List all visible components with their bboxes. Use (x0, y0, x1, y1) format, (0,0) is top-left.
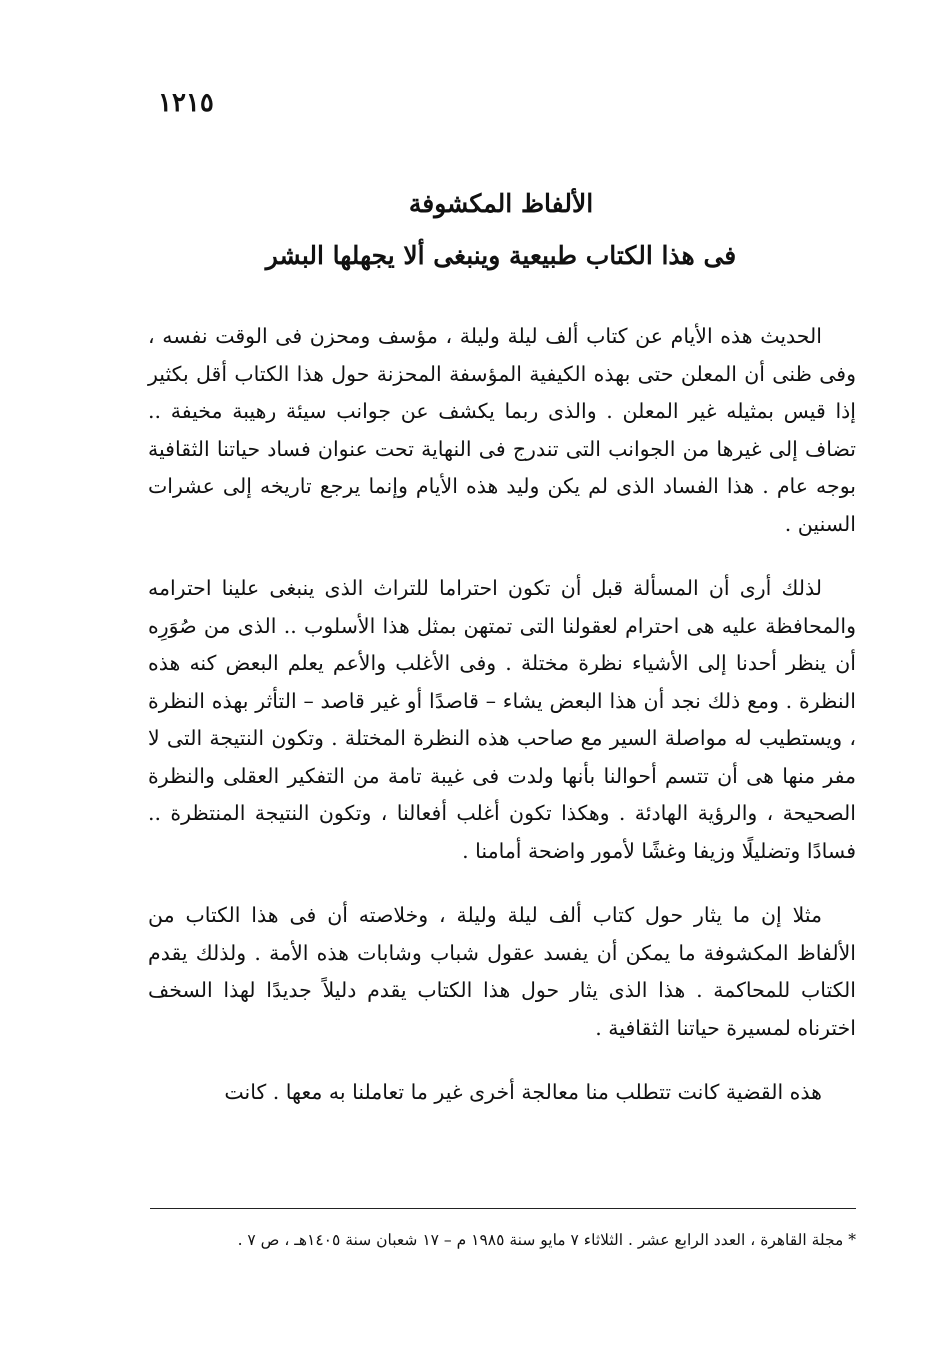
article-body (148, 318, 856, 1112)
title-line-2: فى هذا الكتاب طبيعية وينبغى ألا يجهلها البشر (265, 241, 737, 270)
paragraph-3: مثلا إن ما يثار حول كتاب ألف ليلة وليلة ، وخلاصته أن فى هذا الكتاب من الألفاظ المكشوفة ما يمكن أن يفسد عقول شباب وشابات هذه الأمة . ولذلك يقدم الكتاب للمحاكمة . هذا الذى يثار حول هذا الكتاب يقدم دليلاً جديدًا لهذا السخف اخترناه لمسيرة حياتنا الثقافية . (148, 903, 856, 1040)
title-line-1: الألفاظ المكشوفة (408, 189, 594, 218)
page-number: ١٢١٥ (158, 88, 214, 118)
paragraph-4: هذه القضية كانت تتطلب منا معالجة أخرى غير ما تعاملنا به معها . كانت (224, 1080, 822, 1104)
article-title (150, 178, 852, 282)
footnote-divider (150, 1208, 856, 1209)
paragraph-2: لذلك أرى أن المسألة قبل أن تكون احتراما للتراث الذى ينبغى علينا احترامه والمحافظة عليه هى احترام لعقولنا التى تمتهن بمثل هذا الأسلوب .. الذى من صُوَرِه أن ينظر أحدنا إلى الأشياء نظرة مختلة . وفى الأغلب والأعم يعلم البعض كنه هذه النظرة . ومع ذلك نجد أن هذا البعض يشاء – قاصدًا أو غير قاصد – التأثر بهذه النظرة ، ويستطيب له مواصلة السير مع صاحب هذه النظرة المختلة . وتكون النتيجة التى لا مفر منها هى أن تتسم أحوالنا بأنها ولدت فى غيبة تامة من التفكير العقلى والنظرة الصحيحة ، والرؤية الهادئة . وهكذا تكون أغلب أفعالنا ، وتكون النتيجة المنتظرة .. فسادًا وتضليلًا وزيفا وغشًا لأمور واضحة أمامنا . (148, 576, 856, 863)
footnote: * مجلة القاهرة ، العدد الرابع عشر . الثلاثاء ٧ مايو سنة ١٩٨٥ م – ١٧ شعبان سنة ١٤٠٥هـ ، ص ٧ . (237, 1231, 856, 1249)
paragraph-1: الحديث هذه الأيام عن كتاب ألف ليلة وليلة ، مؤسف ومحزن فى الوقت نفسه ، وفى ظنى أن المعلن حتى بهذه الكيفية المؤسفة المحزنة حول هذا الكتاب أقل بكثير إذا قيس بمثيله غير المعلن . والذى ربما يكشف عن جوانب سيئة رهيبة مخيفة .. تضاف إلى غيرها من الجوانب التى تندرج فى النهاية تحت عنوان فساد حياتنا الثقافية بوجه عام . هذا الفساد الذى لم يكن وليد هذه الأيام وإنما يرجع تاريخه إلى عشرات السنين . (148, 324, 856, 536)
